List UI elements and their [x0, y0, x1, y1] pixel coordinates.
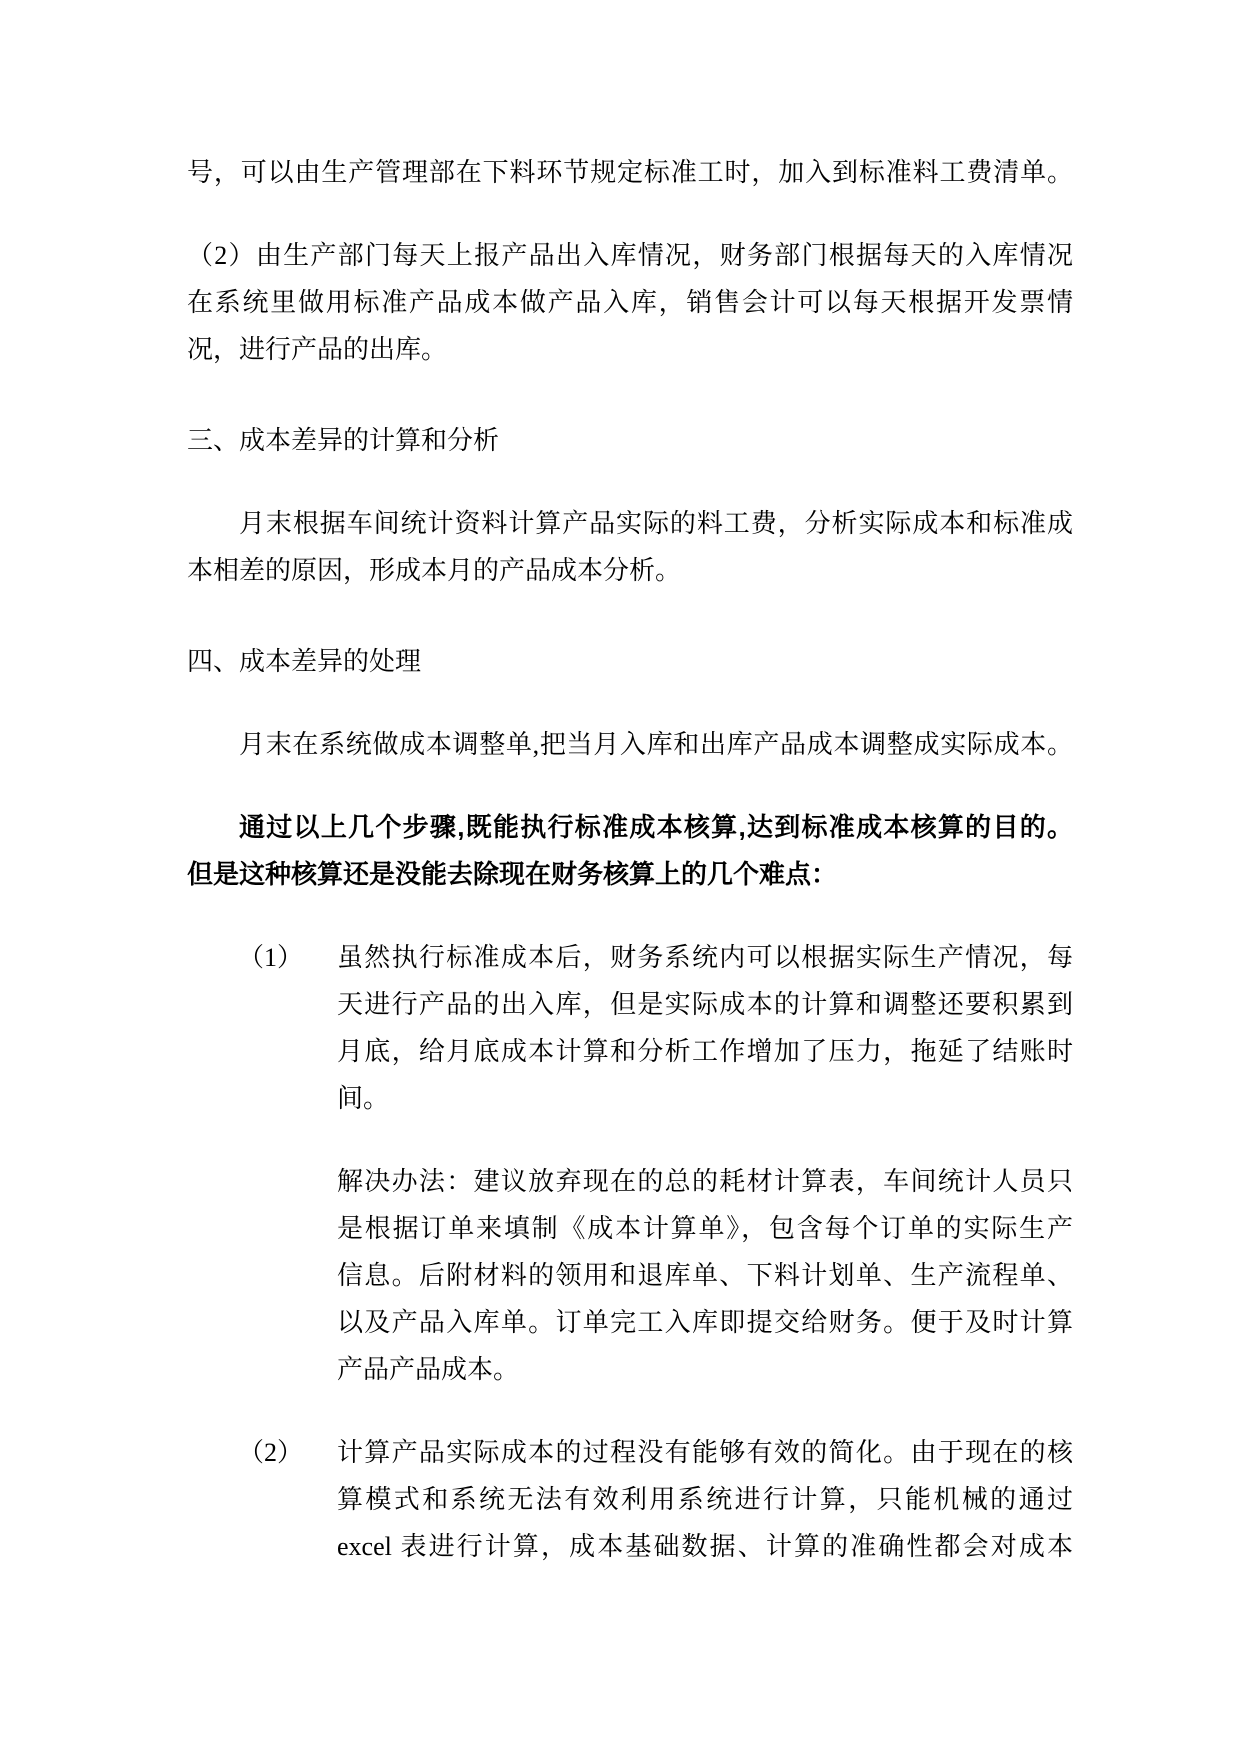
text-line: 在系统里做用标准产品成本做产品入库，销售会计可以每天根据开发票情 [187, 288, 1073, 317]
difficulty-1-paragraph [337, 934, 1073, 1122]
text-line: 况，进行产品的出库。 [187, 335, 448, 364]
paragraph-monthend-analysis [187, 500, 1073, 594]
list-marker-1: （1） [238, 943, 304, 972]
heading-text: 四、成本差异的处理 [187, 647, 422, 676]
text-line: 算模式和系统无法有效利用系统进行计算，只能机械的通过 [337, 1485, 1073, 1514]
text-line: 信息。后附材料的领用和退库单、下料计划单、生产流程单、 [337, 1261, 1073, 1290]
list-item-1-body [337, 934, 1073, 1393]
text-line: 间。 [337, 1084, 390, 1113]
paragraph-cost-adjustment [187, 721, 1073, 768]
continued-paragraph [187, 149, 1073, 196]
text-line: 但是这种核算还是没能去除现在财务核算上的几个难点： [187, 859, 838, 889]
text-line: 虽然执行标准成本后，财务系统内可以根据实际生产情况，每 [337, 943, 1073, 972]
heading-text: 三、成本差异的计算和分析 [187, 426, 500, 455]
text-line: 月底，给月底成本计算和分析工作增加了压力，拖延了结账时 [337, 1037, 1073, 1066]
text-line: 天进行产品的出入库，但是实际成本的计算和调整还要积累到 [337, 990, 1073, 1019]
text-line: 月末在系统做成本调整单,把当月入库和出库产品成本调整成实际成本。 [239, 730, 1073, 759]
text-line: 通过以上几个步骤,既能执行标准成本核算,达到标准成本核算的目的。 [239, 812, 1073, 842]
text-line: 解决办法：建议放弃现在的总的耗材计算表，车间统计人员只 [337, 1167, 1073, 1196]
list-marker-2: （2） [238, 1438, 304, 1467]
text-line: 本相差的原因，形成本月的产品成本分析。 [187, 556, 682, 585]
solution-1-paragraph [337, 1158, 1073, 1393]
paragraph-daily-inout-report [187, 232, 1073, 373]
text-line: 产品产品成本。 [337, 1355, 520, 1384]
text-line: excel 表进行计算，成本基础数据、计算的准确性都会对成本 [337, 1532, 1073, 1561]
text-line: 以及产品入库单。订单完工入库即提交给财务。便于及时计算 [337, 1308, 1073, 1337]
text-line: 月末根据车间统计资料计算产品实际的料工费，分析实际成本和标准成 [239, 509, 1073, 538]
document-content [187, 0, 1073, 1606]
text-line: 号，可以由生产管理部在下料环节规定标准工时，加入到标准料工费清单。 [187, 158, 1073, 187]
text-line: （2）由生产部门每天上报产品出入库情况，财务部门根据每天的入库情况 [187, 241, 1073, 270]
list-item-2-body [337, 1429, 1073, 1570]
section-heading-3 [187, 409, 1073, 464]
bold-summary-paragraph [187, 804, 1073, 898]
text-line: 是根据订单来填制《成本计算单》，包含每个订单的实际生产 [337, 1214, 1073, 1243]
list-item-2 [187, 1429, 1073, 1570]
section-heading-4 [187, 630, 1073, 685]
list-item-1 [187, 934, 1073, 1393]
difficulty-2-paragraph [337, 1429, 1073, 1570]
text-line: 计算产品实际成本的过程没有能够有效的简化。由于现在的核 [337, 1438, 1073, 1467]
